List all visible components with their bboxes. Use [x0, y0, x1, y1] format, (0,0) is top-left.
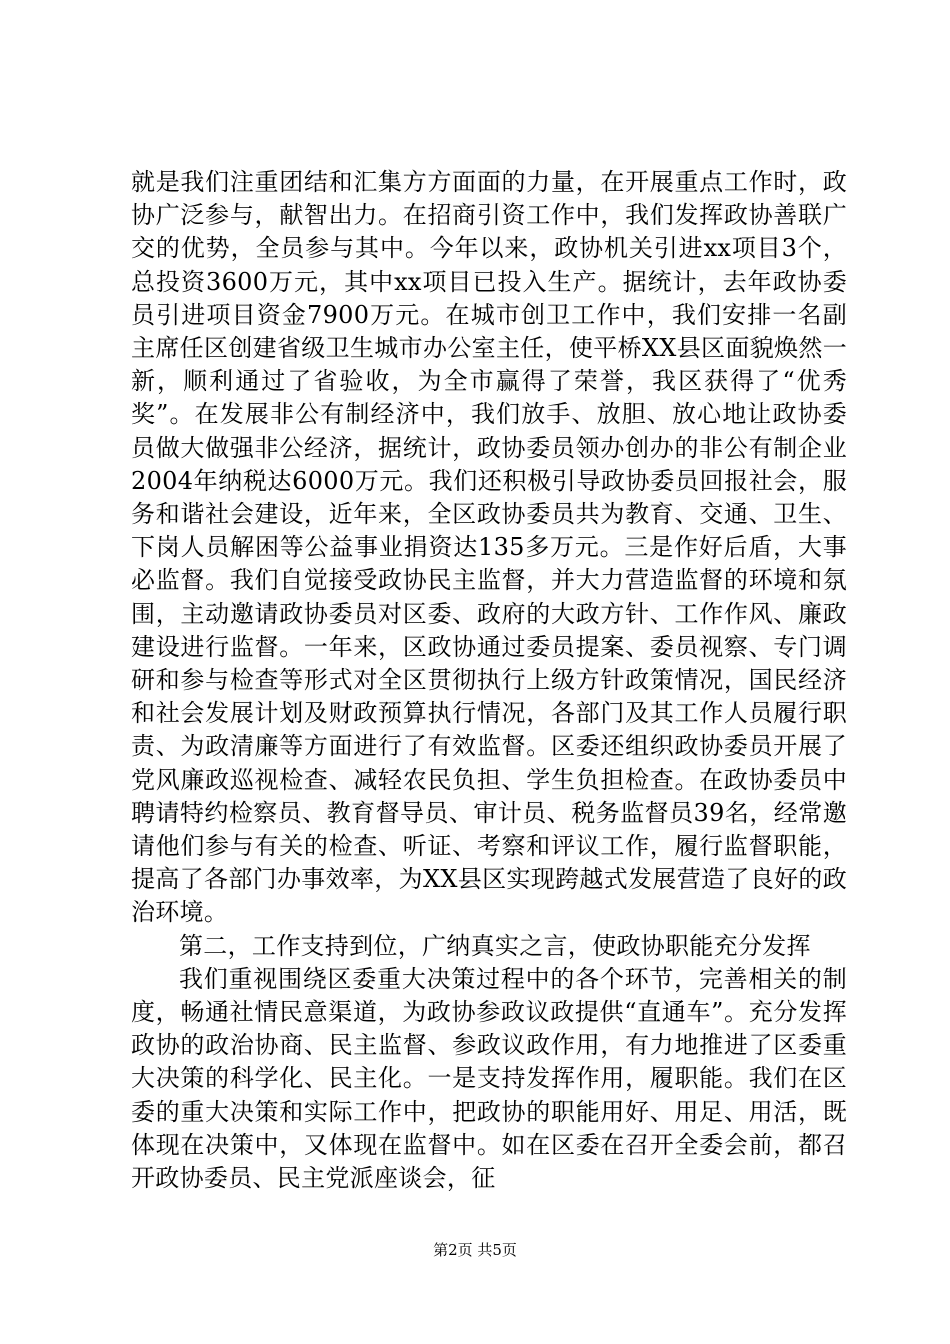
- paragraph-decision-support: 我们重视围绕区委重大决策过程中的各个环节，完善相关的制度，畅通社情民意渠道，为政协参政议政提供“直通车”。充分发挥政协的政治协商、民主监督、参政议政作用，有力地推进了区委重大决策的科学化、民主化。一是支持发挥作用，履职能。我们在区委的重大决策和实际工作中，把政协的职能用好、用足、用活，既体现在决策中，又体现在监督中。如在区委在召开全委会前，都召开政协委员、民主党派座谈会，征: [131, 964, 847, 1193]
- document-body: [131, 166, 847, 1195]
- section-heading-second: 第二，工作支持到位，广纳真实之言，使政协职能充分发挥: [179, 931, 811, 960]
- paragraph-supervision: 就是我们注重团结和汇集方方面面的力量，在开展重点工作时，政协广泛参与，献智出力。在招商引资工作中，我们发挥政协善联广交的优势，全员参与其中。今年以来，政协机关引进xx项目3个，总投资3600万元，其中xx项目已投入生产。据统计，去年政协委员引进项目资金7900万元。在城市创卫工作中，我们安排一名副主席任区创建省级卫生城市办公室主任，使平桥XX县区面貌焕然一新，顺利通过了省验收，为全市赢得了荣誉，我区获得了“优秀奖”。在发展非公有制经济中，我们放手、放胆、放心地让政协委员做大做强非公经济，据统计，政协委员领办创办的非公有制企业2004年纳税达6000万元。我们还积极引导政协委员回报社会，服务和谐社会建设，近年来，全区政协委员共为教育、交通、卫生、下岗人员解困等公益事业捐资达135多万元。三是作好后盾，大事必监督。我们自觉接受政协民主监督，并大力营造监督的环境和氛围，主动邀请政协委员对区委、政府的大政方针、工作作风、廉政建设进行监督。一年来，区政协通过委员提案、委员视察、专门调研和参与检查等形式对全区贯彻执行上级方针政策情况，国民经济和社会发展计划及财政预算执行情况，各部门及其工作人员履行职责、为政清廉等方面进行了有效监督。区委还组织政协委员开展了党风廉政巡视检查、减轻农民负担、学生负担检查。在政协委员中聘请特约检察员、教育督导员、审计员、税务监督员39名，经常邀请他们参与有关的检查、听证、考察和评议工作，履行监督职能，提高了各部门办事效率，为XX县区实现跨越式发展营造了良好的政治环境。: [131, 168, 847, 927]
- page-footer: 第2页 共5页: [433, 1241, 517, 1259]
